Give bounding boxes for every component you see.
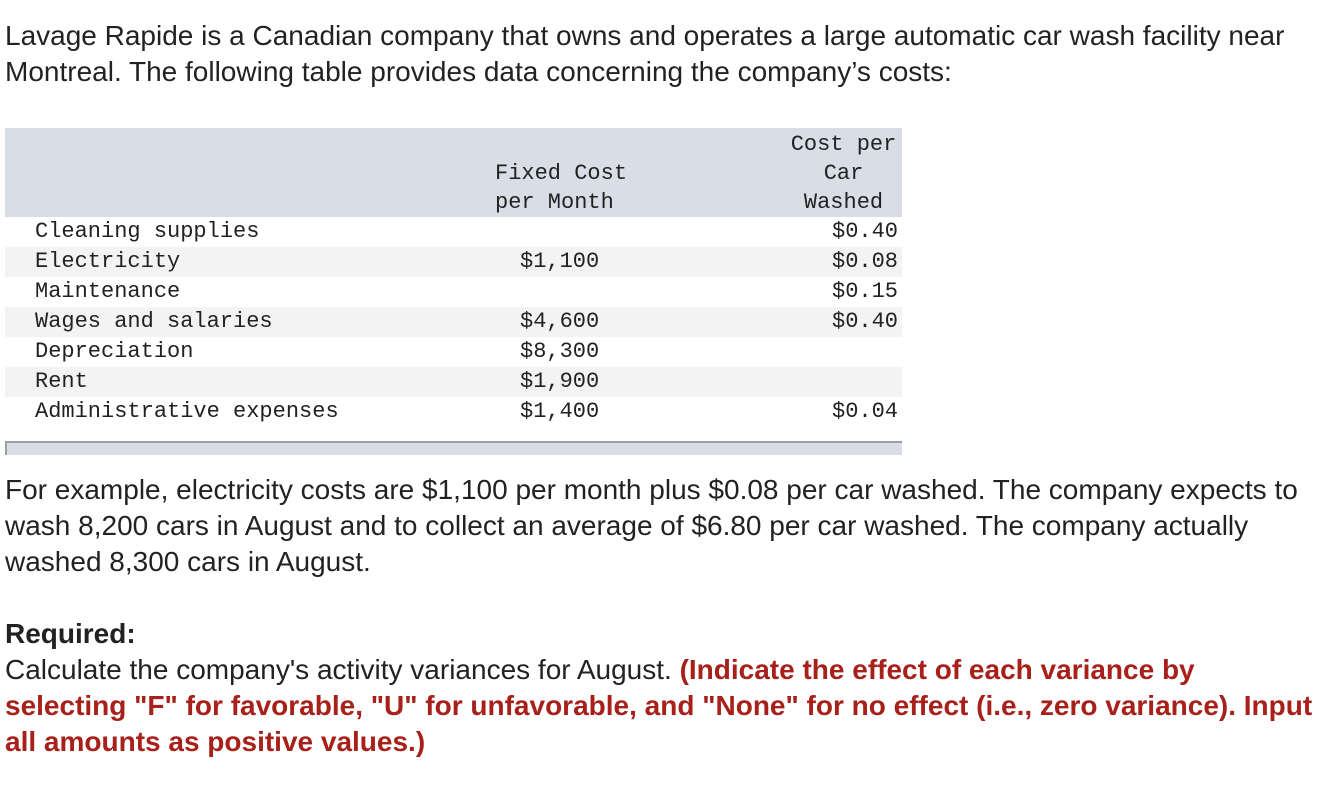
row-variable-cost: $0.40: [832, 219, 899, 244]
header-fixed-cost: [425, 128, 785, 217]
table-footer-bar: [5, 441, 902, 455]
row-variable-cost: $0.04: [832, 399, 899, 424]
row-variable-cost: $0.08: [785, 247, 902, 277]
row-variable-cost: [785, 367, 902, 397]
intro-paragraph: Lavage Rapide is a Canadian company that owns and operates a large automatic car wash facility near Montreal. The following table provides data concerning the company’s costs:: [5, 20, 1285, 87]
row-label: Electricity: [5, 247, 425, 277]
row-fixed-cost: $1,400: [520, 399, 600, 424]
header-variable-line2: Car Washed: [803, 161, 884, 215]
required-note: (Indicate the effect of each variance by selecting "F" for favorable, "U" for unfavorable, and "None" for no effect (i.e., zero variance). Input all amounts as positive values.): [5, 654, 1313, 757]
header-variable-cost: [785, 128, 902, 217]
header-blank-cell: [5, 128, 425, 217]
table-row: [5, 307, 902, 337]
row-label: Cleaning supplies: [35, 219, 260, 244]
cost-table: [5, 128, 902, 427]
row-label: Administrative expenses: [35, 399, 339, 424]
row-fixed-cost: $8,300: [520, 339, 600, 364]
row-label: Maintenance: [35, 279, 181, 304]
required-paragraph: [5, 652, 1315, 760]
row-label: Depreciation: [35, 339, 194, 364]
row-label: Wages and salaries: [5, 307, 425, 337]
header-variable-line1: Cost per: [790, 132, 897, 157]
row-fixed-cost: $1,900: [425, 367, 785, 397]
header-fixed-line1: Fixed Cost: [495, 161, 628, 186]
row-fixed-cost: [425, 277, 785, 307]
table-row: [5, 367, 902, 397]
required-instruction: Calculate the company's activity variances for August.: [5, 654, 672, 685]
table-row: [5, 247, 902, 277]
row-label: Rent: [5, 367, 425, 397]
required-heading: Required:: [5, 618, 136, 649]
row-fixed-cost: $4,600: [425, 307, 785, 337]
row-variable-cost: $0.15: [832, 279, 899, 304]
row-fixed-cost: $1,100: [425, 247, 785, 277]
table-row: [5, 337, 902, 367]
header-fixed-line2: per Month: [495, 190, 614, 215]
row-fixed-cost: [425, 217, 785, 247]
table-row: [5, 397, 902, 427]
table-header-row: [5, 128, 902, 217]
example-paragraph: For example, electricity costs are $1,100 per month plus $0.08 per car washed. The company expects to wash 8,200 cars in August and to collect an average of $6.80 per car washed. The company actually washed 8,300 cars in August.: [5, 474, 1298, 577]
cost-table-container: [5, 128, 902, 455]
row-variable-cost: [785, 337, 902, 367]
table-row: [5, 217, 902, 247]
table-row: [5, 277, 902, 307]
row-variable-cost: $0.40: [785, 307, 902, 337]
